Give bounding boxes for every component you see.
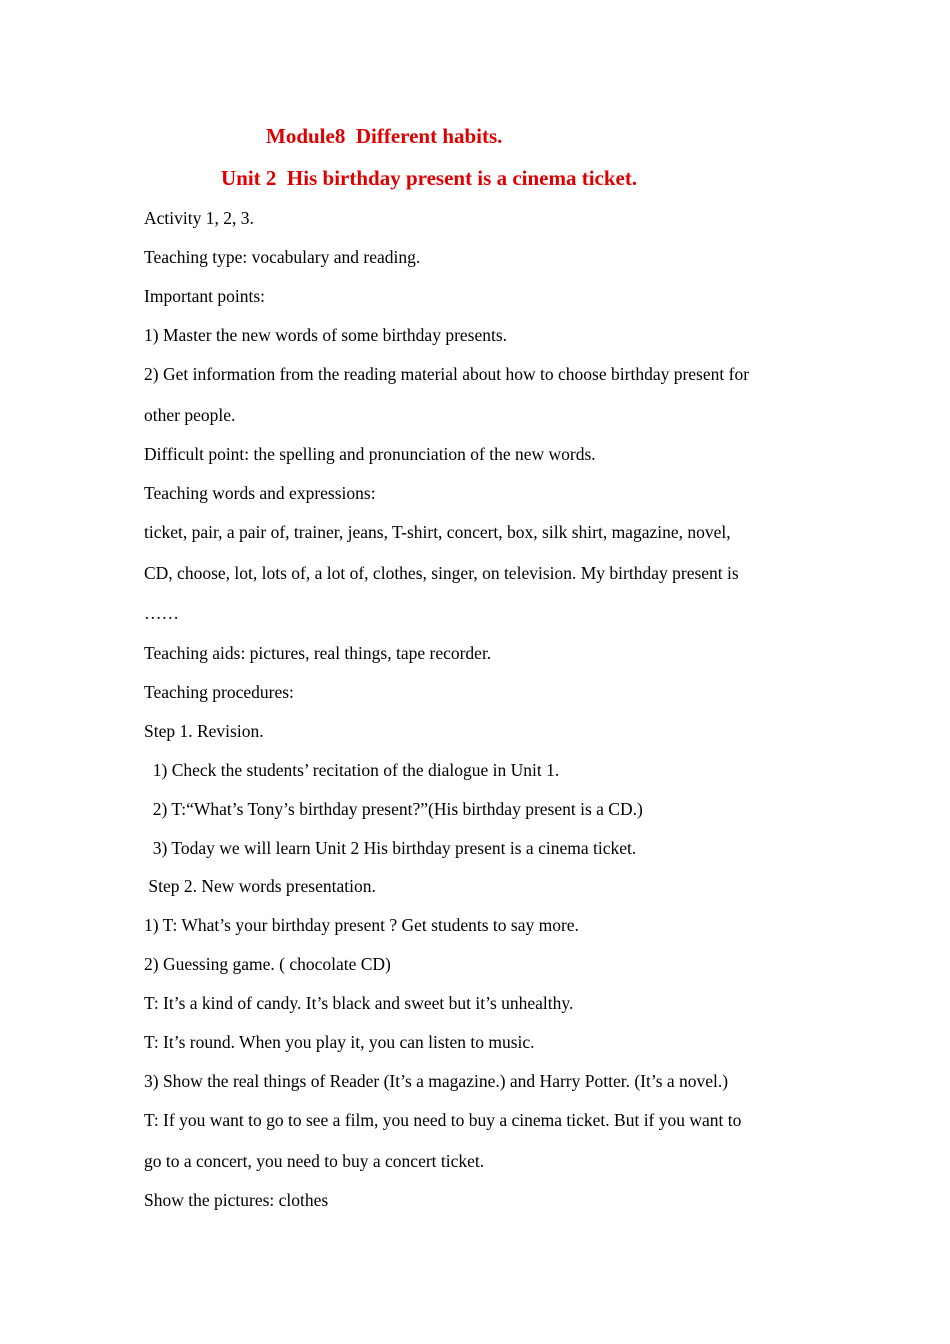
step-2-item-1: 1) T: What’s your birthday present ? Get students to say more. — [144, 915, 579, 935]
show-pictures-line: Show the pictures: clothes — [144, 1190, 329, 1210]
words-heading: Teaching words and expressions: — [144, 483, 376, 503]
step-1-item-3: 3) Today we will learn Unit 2 His birthday present is a cinema ticket. — [144, 838, 637, 858]
step-1-heading: Step 1. Revision. — [144, 721, 264, 741]
step-2-item-2: 2) Guessing game. ( chocolate CD) — [144, 954, 391, 974]
words-line-1: ticket, pair, a pair of, trainer, jeans, T-shirt, concert, box, silk shirt, magazine, novel, — [144, 522, 731, 542]
teaching-aids-line: Teaching aids: pictures, real things, tape recorder. — [144, 643, 492, 663]
step-1-item-2: 2) T:“What’s Tony’s birthday present?”(His birthday present is a CD.) — [144, 799, 643, 819]
step-2-item-3: 3) Show the real things of Reader (It’s a magazine.) and Harry Potter. (It’s a novel.) — [144, 1071, 729, 1091]
important-points-heading: Important points: — [144, 286, 266, 306]
guess-clue-1: T: It’s a kind of candy. It’s black and sweet but it’s unhealthy. — [144, 993, 574, 1013]
activity-line: Activity 1, 2, 3. — [144, 208, 254, 228]
teaching-type-line: Teaching type: vocabulary and reading. — [144, 247, 421, 267]
words-line-2: CD, choose, lot, lots of, a lot of, clothes, singer, on television. My birthday present is — [144, 563, 739, 583]
words-line-ellipsis: …… — [144, 603, 179, 623]
point-2-continued: other people. — [144, 405, 236, 425]
ticket-explanation-line-2: go to a concert, you need to buy a concert ticket. — [144, 1151, 485, 1171]
module-title: Module8 Different habits. — [266, 124, 503, 148]
point-2: 2) Get information from the reading material about how to choose birthday present for — [144, 364, 750, 384]
difficult-point-line: Difficult point: the spelling and pronunciation of the new words. — [144, 444, 596, 464]
step-2-heading: Step 2. New words presentation. — [144, 876, 376, 896]
procedures-heading: Teaching procedures: — [144, 682, 294, 702]
unit-title: Unit 2 His birthday present is a cinema ticket. — [221, 166, 638, 190]
ticket-explanation-line-1: T: If you want to go to see a film, you need to buy a cinema ticket. But if you want to — [144, 1110, 742, 1130]
step-1-item-1: 1) Check the students’ recitation of the dialogue in Unit 1. — [144, 760, 560, 780]
guess-clue-2: T: It’s round. When you play it, you can listen to music. — [144, 1032, 535, 1052]
point-1: 1) Master the new words of some birthday presents. — [144, 325, 508, 345]
